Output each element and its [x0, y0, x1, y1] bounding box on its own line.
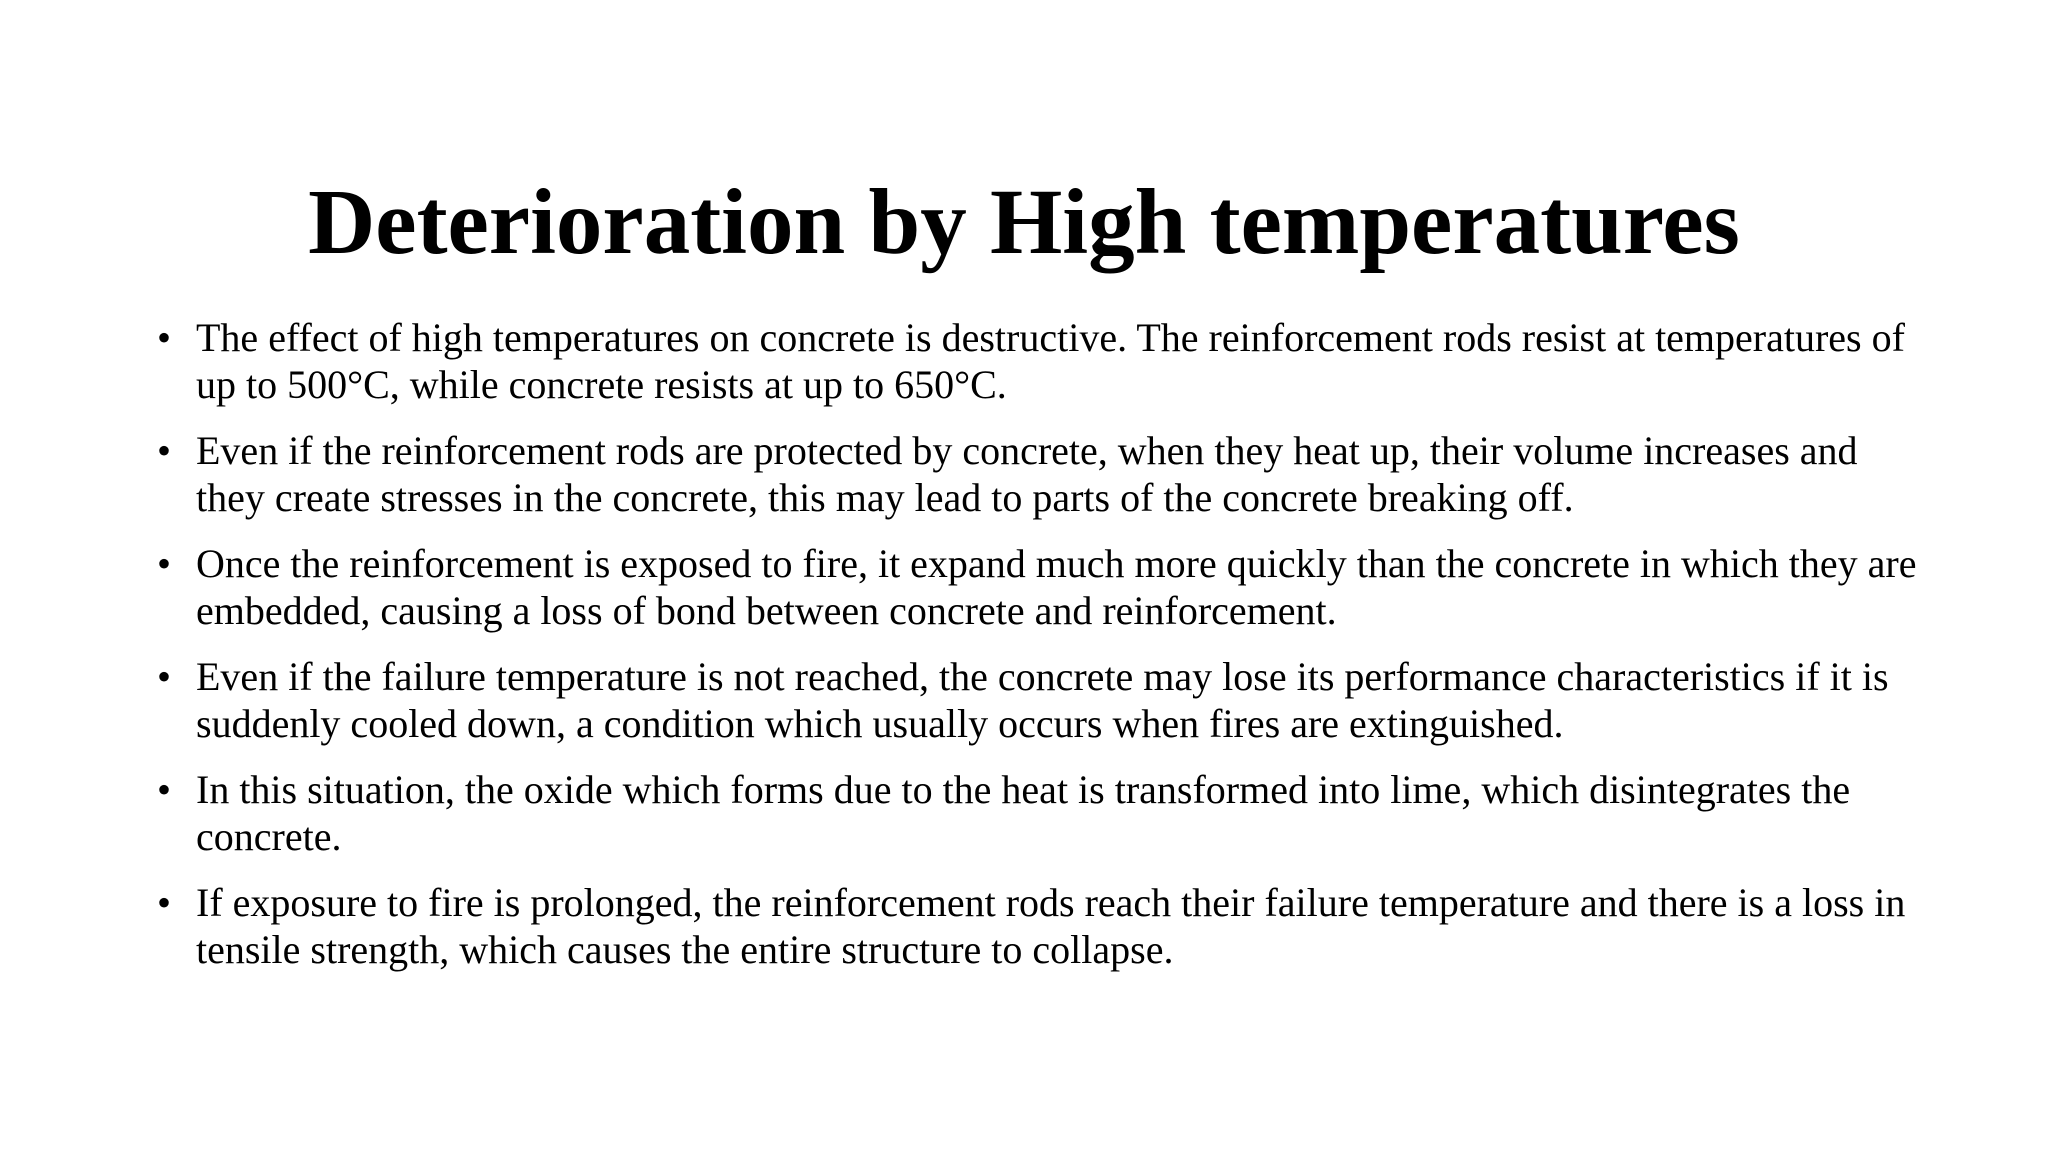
bullet-item-5 — [150, 766, 1920, 860]
bullet-item-1 — [150, 314, 1920, 408]
bullet-icon: • — [157, 654, 172, 699]
bullet-item-4 — [150, 653, 1920, 747]
bullet-item-2 — [150, 427, 1920, 521]
bullet-icon: • — [157, 767, 172, 812]
bullet-item-3 — [150, 540, 1920, 634]
bullet-text: In this situation, the oxide which forms due to the heat is transformed into lime, which disintegrates the concrete. — [196, 767, 1851, 859]
bullet-text: Even if the failure temperature is not reached, the concrete may lose its performance characteristics if it is suddenly cooled down, a condition which usually occurs when fires are extinguished. — [196, 654, 1889, 746]
bullet-text: Once the reinforcement is exposed to fire, it expand much more quickly than the concrete in which they are embedded, causing a loss of bond between concrete and reinforcement. — [196, 541, 1917, 633]
slide-title: Deterioration by High temperatures — [308, 171, 1740, 274]
bullet-text: If exposure to fire is prolonged, the reinforcement rods reach their failure temperature and there is a loss in tensile strength, which causes the entire structure to collapse. — [196, 880, 1906, 972]
bullet-list — [150, 314, 1920, 992]
bullet-text: The effect of high temperatures on concrete is destructive. The reinforcement rods resist at temperatures of up to 500°C, while concrete resists at up to 650°C. — [196, 315, 1905, 407]
bullet-icon: • — [157, 428, 172, 473]
bullet-icon: • — [157, 541, 172, 586]
bullet-icon: • — [157, 880, 172, 925]
bullet-item-6 — [150, 879, 1920, 973]
bullet-icon: • — [157, 315, 172, 360]
bullet-text: Even if the reinforcement rods are protected by concrete, when they heat up, their volume increases and they create stresses in the concrete, this may lead to parts of the concrete breaking off. — [196, 428, 1858, 520]
